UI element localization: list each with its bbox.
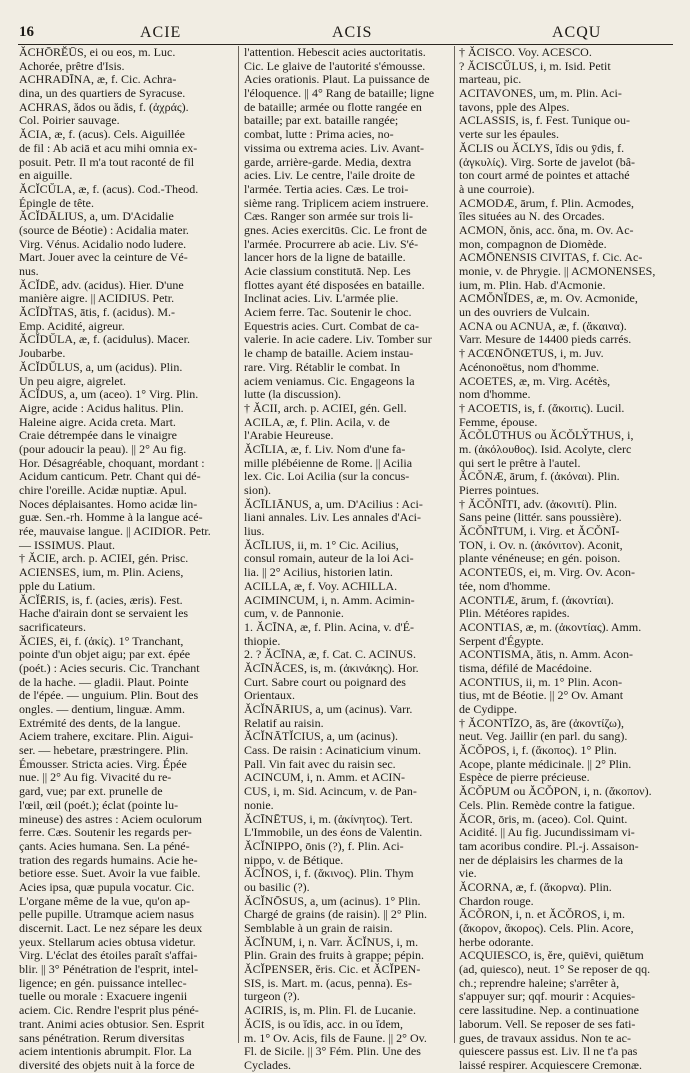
entry-line: Émousser. Stricta acies. Virg. Épée xyxy=(19,756,187,771)
entry-line: Cic. Le glaive de l'autorité s'émousse. xyxy=(244,58,426,73)
entry-line: de fil : Ab aciā et acu mihi omnia ex- xyxy=(19,140,198,155)
entry-line: tisma, défilé de Macédoine. xyxy=(459,660,592,675)
entry-line: ton court armé de pointes et attaché xyxy=(459,168,630,183)
entry-line: Hor. Désagréable, choquant, mordant : xyxy=(19,455,205,470)
entry-line: cere lassitudine. Nep. a continuatione xyxy=(459,1003,639,1018)
entry-line: L'organe même de la vue, qu'on ap- xyxy=(19,893,191,908)
entry-line: ĂCĬDĀLIUS, a, um. D'Acidalie xyxy=(19,209,174,224)
entry-line: consul romain, auteur de la loi Aci- xyxy=(244,551,414,566)
entry-line: ĂCĬDŬLA, æ, f. (acidulus). Macer. xyxy=(19,332,190,347)
entry-line: nonie. xyxy=(244,797,274,812)
entry-line: ACIMINCUM, i, n. Amm. Acimin- xyxy=(244,592,415,607)
entry-line: de la hache. — gladii. Plaut. Pointe xyxy=(19,674,189,689)
entry-line: bataille; par ext. bataille rangée; xyxy=(244,113,399,128)
entry-line: Joubarbe. xyxy=(19,346,66,361)
entry-line: yeux. Stellarum acies obtusa videtur. xyxy=(19,934,196,949)
entry-line: ACHRADĪNA, æ, f. Cic. Achra- xyxy=(19,72,177,87)
entry-line: l'Arabie Heureuse. xyxy=(244,428,334,443)
entry-line: ĂCĪLIUS, ii, m. 1° Cic. Acilius, xyxy=(244,537,399,552)
entry-line: ACMŎNĬDES, æ, m. Ov. Acmonide, xyxy=(459,291,638,306)
entry-line: le champ de bataille. Aciem instau- xyxy=(244,346,414,361)
entry-line: l'armée. Procurrere ab acie. Liv. S'é- xyxy=(244,236,419,251)
entry-line: ner de déplaisirs les charmes de la xyxy=(459,852,623,867)
entry-line: ACILLA, æ, f. Voy. ACHILLA. xyxy=(244,578,398,593)
entry-line: † ĂCII, arch. p. ACIEI, gén. Gell. xyxy=(244,400,407,415)
entry-line: ĂCĬDŬLUS, a, um (acidus). Plin. xyxy=(19,359,183,374)
entry-line: Un peu aigre, aigrelet. xyxy=(19,373,126,388)
entry-line: gnes. Acies exercitūs. Cic. Le front de xyxy=(244,222,427,237)
entry-line: mineuse) des astres : Aciem oculorum xyxy=(19,811,202,826)
entry-line: (poét.) : Acies securis. Cic. Tranchant xyxy=(19,660,200,675)
entry-line: ou basilic (?). xyxy=(244,879,310,894)
entry-line: s'appuyer sur; qqf. mourir : Acquies- xyxy=(459,989,636,1004)
entry-line: † ĂCONTĪZO, ās, āre (ἀκοντίζω), xyxy=(459,715,624,730)
entry-line: aciem intentionis abrumpit. Flor. La xyxy=(19,1044,192,1059)
entry-line: tius, mt de Béotie. || 2° Ov. Amant xyxy=(459,688,624,703)
entry-line: Equestris acies. Curt. Combat de ca- xyxy=(244,318,419,333)
entry-line: l'armée. Tertia acies. Cæs. Le troi- xyxy=(244,181,409,196)
entry-line: ĂCLIS ou ĂCLYS, ĭdis ou ȳdis, f. xyxy=(459,140,625,155)
entry-line: Semblable à un grain de raisin. xyxy=(244,921,393,935)
entry-line: ĂCĬNIPPO, ōnis (?), f. Plin. Aci- xyxy=(244,838,404,853)
entry-line: monie, v. de Phrygie. || ACMONENSES, xyxy=(459,264,656,278)
entry-line: ? ĂCISCŬLUS, i, m. Isid. Petit xyxy=(459,58,611,73)
entry-line: (ἄκορον, ἄκορος). Cels. Plin. Acore, xyxy=(459,921,634,935)
entry-line: Acies orationis. Plaut. La puissance de xyxy=(244,72,430,87)
entry-line: m. 1° Ov. Acis, fils de Faune. || 2° Ov. xyxy=(244,1030,427,1045)
entry-line: Acope, plante médicinale. || 2° Plin. xyxy=(459,756,632,771)
entry-line: Haleine aigre. Acida creta. Mart. xyxy=(19,414,176,429)
entry-line: quiescere passus est. Liv. Il ne t'a pas xyxy=(459,1044,638,1059)
entry-line: vissima ou extrema acies. Liv. Avant- xyxy=(244,140,424,155)
entry-line: ACMŌNENSIS CIVITAS, f. Cic. Ac- xyxy=(459,250,643,265)
entry-line: Aigre, acide : Acidus halitus. Plin. xyxy=(19,400,184,415)
entry-line: ĂCĬCŬLA, æ, f. (acus). Cod.-Theod. xyxy=(19,181,199,196)
entry-line: qui sert le prêtre à l'autel. xyxy=(459,455,581,470)
entry-line: Inclinat acies. Liv. L'armée plie. xyxy=(244,291,399,306)
entry-line: ĂCĪLIĀNUS, a, um. D'Acilius : Aci- xyxy=(244,496,423,511)
entry-line: Mart. Jouer avec la ceinture de Vé- xyxy=(19,250,188,265)
entry-line: flottes ayant été disposées en bataille. xyxy=(244,277,425,292)
entry-line: ĂCĬNUM, i, n. Varr. ĂCĬNUS, i, m. xyxy=(244,934,419,949)
entry-line: Hache d'airain dont se servaient les xyxy=(19,606,189,621)
entry-line: ACOETES, æ, m. Virg. Acétès, xyxy=(459,373,611,388)
entry-line: Pierres pointues. xyxy=(459,483,539,497)
entry-line: marteau, pic. xyxy=(459,72,522,87)
entry-line: cum, v. de Pannonie. xyxy=(244,606,344,621)
entry-line: Plin. Météores rapides. xyxy=(459,606,570,621)
entry-line: de l'épée. — unguium. Plin. Bout des xyxy=(19,688,199,703)
entry-line: aciem. Cic. Rendre l'esprit plus péné- xyxy=(19,1003,199,1018)
entry-line: ĂCĪNĂCES, is, m. (ἀκινάκης). Hor. xyxy=(244,660,419,675)
entry-line: ACIRIS, is, m. Plin. Fl. de Lucanie. xyxy=(244,1003,416,1018)
entry-line: (ἀγκυλίς). Virg. Sorte de javelot (bâ- xyxy=(459,154,636,169)
entry-line: plante vénéneuse; en gén. poison. xyxy=(459,551,621,566)
entry-line: neut. Veg. Jaillir (en parl. du sang). xyxy=(459,729,628,744)
entry-line: blir. || 3° Pénétration de l'esprit, intel- xyxy=(19,962,199,977)
entry-line: Relatif au raisin. xyxy=(244,715,324,730)
entry-line: ACONTIAS, æ, m. (ἀκοντίας). Amm. xyxy=(459,619,642,634)
left-guide-word: ACIE xyxy=(140,24,182,41)
entry-line: de bataille; armée ou flotte rangée en xyxy=(244,99,422,114)
entry-line: ĂCORNA, æ, f. (ἄκορνα). Plin. xyxy=(459,879,612,894)
entry-line: un des ouvriers de Vulcain. xyxy=(459,305,590,320)
entry-line: Col. Poirier sauvage. xyxy=(19,113,120,128)
entry-line: aciem veniamus. Cic. Engageons la xyxy=(244,373,415,388)
entry-line: † ĂCŎNĪTI, adv. (ἀκονιτί). Plin. xyxy=(459,496,617,511)
entry-line: ĂCIA, æ, f. (acus). Cels. Aiguillée xyxy=(19,127,185,142)
entry-line: thiopie. xyxy=(244,633,281,648)
entry-line: gues, de travaux assidus. Non te ac- xyxy=(459,1030,631,1045)
entry-line: † ĂCIE, arch. p. ACIEI, gén. Prisc. xyxy=(19,551,189,566)
entry-line: Aciem trahere, excitare. Plin. Aigui- xyxy=(19,729,194,744)
entry-line: ĂCĬNŌSUS, a, um (acinus). 1° Plin. xyxy=(244,893,421,908)
entry-line: ACONTIÆ, ārum, f. (ἀκοντίαι). xyxy=(459,592,614,607)
entry-line: ferre. Cæs. Soutenir les regards per- xyxy=(19,825,192,840)
entry-line: tam acoribus condire. Pl.-j. Assaison- xyxy=(459,838,639,853)
entry-line: l'éloquence. || 4° Rang de bataille; ligne xyxy=(244,86,435,101)
center-guide-word: ACIS xyxy=(332,24,373,41)
entry-line: † ĂCISCO. Voy. ACESCO. xyxy=(459,45,592,59)
entry-line: chire l'oreille. Acidæ nuptiæ. Apul. xyxy=(19,483,187,497)
entry-line: Épingle de tête. xyxy=(19,195,94,210)
entry-line: liani annales. Liv. Les annales d'Aci- xyxy=(244,510,421,525)
entry-line: Cels. Plin. Remède contre la fatigue. xyxy=(459,797,635,812)
entry-line: ĂCĬDUS, a, um (aceo). 1° Virg. Plin. xyxy=(19,387,199,402)
entry-line: diversité des objets nuit à la force de xyxy=(19,1057,195,1072)
entry-line: de Cydippe. xyxy=(459,702,517,716)
entry-line: ACIENSES, ium, m. Plin. Aciens, xyxy=(19,565,184,580)
entry-line: Extrémité des dents, de la langue. xyxy=(19,715,181,730)
entry-line: Emp. Acidité, aigreur. xyxy=(19,318,125,333)
entry-line: Noces déplaisantes. Homo acidæ lin- xyxy=(19,496,198,511)
entry-line: l'attention. Hebescit acies auctoritatis. xyxy=(244,45,426,59)
entry-line: Virg. L'éclat des étoiles paraît s'affai- xyxy=(19,948,198,963)
right-guide-word: ACQU xyxy=(552,24,602,41)
entry-line: Chargé de grains (de raisin). || 2° Plin. xyxy=(244,907,428,922)
entry-line: ACNA ou ACNUA, æ, f. (ἄκαινα). xyxy=(459,318,627,333)
entry-line: sion). xyxy=(244,483,271,497)
column-divider-1 xyxy=(238,46,239,1043)
column-middle xyxy=(244,45,451,1072)
entry-line: Espèce de pierre précieuse. xyxy=(459,770,590,785)
entry-line: CUS, i, m. Sid. Acincum, v. de Pan- xyxy=(244,784,417,799)
entry-line: ser. — hebetare, præstringere. Plin. xyxy=(19,743,189,758)
entry-line: tée, nom d'homme. xyxy=(459,578,551,593)
entry-line: dina, un des quartiers de Syracuse. xyxy=(19,86,186,101)
entry-line: ACONTEŪS, ei, m. Virg. Ov. Acon- xyxy=(459,565,636,580)
entry-line: ACONTISMA, ătis, n. Amm. Acon- xyxy=(459,647,633,662)
entry-line: † ACOETIS, is, f. (ἄκοιτις). Lucil. xyxy=(459,400,625,415)
entry-line: nippo, v. de Bétique. xyxy=(244,852,344,867)
entry-line: ACHRAS, ădos ou ădis, f. (ἀχράς). xyxy=(19,99,189,114)
entry-line: trant. Animi acies obtusior. Sen. Esprit xyxy=(19,1016,205,1031)
entry-line: sacrificateurs. xyxy=(19,619,86,634)
entry-line: ĂCĬPENSER, ĕris. Cic. et ĂCĬPEN- xyxy=(244,962,421,977)
entry-line: ACINCUM, i, n. Amm. et ACIN- xyxy=(244,770,406,785)
entry-line: Chardon rouge. xyxy=(459,893,534,908)
entry-line: Craie détrempée dans le vinaigre xyxy=(19,428,177,443)
entry-line: Serpent d'Égypte. xyxy=(459,633,544,648)
entry-line: TON, i. Ov. n. (ἀκόνιτον). Aconit, xyxy=(459,537,623,552)
entry-line: ch.; reprendre haleine; s'arrêter à, xyxy=(459,975,620,990)
entry-line: (source de Béotie) : Acidalia mater. xyxy=(19,222,189,237)
entry-line: ĂCĬNĀRIUS, a, um (acinus). Varr. xyxy=(244,702,413,716)
entry-line: ĂCHŌRĔŪS, ei ou eos, m. Luc. xyxy=(19,45,176,59)
entry-line: lia. || 2° Acilius, historien latin. xyxy=(244,565,393,580)
entry-line: (ad, quiesco), neut. 1° Se reposer de qq. xyxy=(459,962,651,977)
entry-line: Virg. Vénus. Acidalio nodo ludere. xyxy=(19,236,187,251)
entry-line: combat, lutte : Prima acies, no- xyxy=(244,127,394,142)
entry-line: lutte (la discussion). xyxy=(244,387,341,402)
entry-line: en aiguille. xyxy=(19,168,73,183)
entry-line: 1. ĂCĪNA, æ, f. Plin. Acina, v. d'É- xyxy=(244,619,415,634)
entry-line: ĂCĪNĒTUS, i, m. (ἀκίνητος). Tert. xyxy=(244,811,413,826)
entry-line: Femme, épouse. xyxy=(459,414,538,429)
entry-line: Pall. Vin fait avec du raisin sec. xyxy=(244,756,396,771)
entry-line: ACQUIESCO, is, ĕre, quiēvi, quiētum xyxy=(459,948,644,963)
entry-line: Varr. Mesure de 14400 pieds carrés. xyxy=(459,332,632,347)
entry-line: ACMON, ŏnis, acc. ŏna, m. Ov. Ac- xyxy=(459,222,634,237)
entry-line: ĂCŎPUM ou ĂCŎPON, i, n. (ἄκοπον). xyxy=(459,784,652,799)
entry-line: ĂCĪLIA, æ, f. Liv. Nom d'une fa- xyxy=(244,441,406,456)
entry-line: ĂCŎRON, i, n. et ĂCŎROS, i, m. xyxy=(459,907,626,922)
entry-line: mon, compagnon de Diomède. xyxy=(459,236,607,251)
entry-line: à une courroie). xyxy=(459,181,535,196)
entry-line: Acidum canticum. Petr. Chant qui dé- xyxy=(19,469,201,484)
entry-line: ĂCIES, ēi, f. (ἀκίς). 1° Tranchant, xyxy=(19,633,184,648)
entry-line: turgeon (?). xyxy=(244,989,300,1004)
entry-line: Cass. De raisin : Acinaticium vinum. xyxy=(244,743,421,758)
entry-line: ACITAVONES, um, m. Plin. Aci- xyxy=(459,86,622,101)
entry-line: L'Immobile, un des éons de Valentin. xyxy=(244,825,423,840)
entry-line: ĂCOR, ōris, m. (aceo). Col. Quint. xyxy=(459,811,628,826)
entry-line: SIS, is. Mart. m. (acus, penna). Es- xyxy=(244,975,412,990)
entry-line: ACONTIUS, ii, m. 1° Plin. Acon- xyxy=(459,674,623,689)
entry-line: † ACŒNŌNŒTUS, i, m. Juv. xyxy=(459,346,604,361)
entry-line: ĂCĬĒRIS, is, f. (acies, æris). Fest. xyxy=(19,592,183,607)
entry-line: lex. Cic. Loi Acilia (sur la concus- xyxy=(244,469,410,484)
entry-line: verte sur les épaules. xyxy=(459,127,559,142)
entry-line: Plin. Grain des fruits à grappe; pépin. xyxy=(244,948,424,963)
entry-line: lius. xyxy=(244,524,265,539)
entry-line: Orientaux. xyxy=(244,688,295,703)
entry-line: ĂCĬDĬTAS, ātis, f. (acidus). M.- xyxy=(19,305,176,320)
entry-line: Achorée, prêtre d'Isis. xyxy=(19,58,125,73)
entry-line: Acie classium constitutā. Nep. Les xyxy=(244,264,411,278)
entry-line: sans pénétration. Rerum diversitas xyxy=(19,1030,185,1045)
entry-line: (pour adoucir la peau). || 2° Au fig. xyxy=(19,441,187,456)
entry-line: ĂCŎLŪTHUS ou ĂCŎLY̆THUS, i, xyxy=(459,428,634,443)
entry-line: laborum. Vell. Se reposer de ses fati- xyxy=(459,1016,636,1031)
entry-line: valerie. In acie cadere. Liv. Tomber sur xyxy=(244,332,432,347)
entry-line: ACILA, æ, f. Plin. Acila, v. de xyxy=(244,414,390,429)
entry-line: pelle pupille. Utramque aciem nasus xyxy=(19,907,194,922)
entry-line: ACMODÆ, ārum, f. Plin. Acmodes, xyxy=(459,195,634,210)
entry-line: nue. || 2° Au fig. Vivacité du re- xyxy=(19,770,172,785)
entry-line: garde, arrière-garde. Media, dextra xyxy=(244,154,412,169)
entry-line: Aciem ferre. Tac. Soutenir le choc. xyxy=(244,305,412,320)
entry-line: ongles. — dentium, linguæ. Amm. xyxy=(19,702,186,716)
entry-line: îles situées au N. des Orcades. xyxy=(459,209,605,224)
entry-line: nus. xyxy=(19,264,39,278)
entry-line: — ISSIMUS. Plaut. xyxy=(19,537,116,552)
entry-line: lancer hors de la ligne de bataille. xyxy=(244,250,406,265)
entry-line: tration des regards humains. Acie he- xyxy=(19,852,198,867)
entry-line: Fl. de Sicile. || 3° Fém. Plin. Une des xyxy=(244,1044,421,1059)
entry-line: nom d'homme. xyxy=(459,387,531,402)
entry-line: l'œil, œil (poét.); éclat (pointe lu- xyxy=(19,797,179,812)
entry-line: m. (ἀκόλουθος). Isid. Acolyte, clerc xyxy=(459,441,632,456)
entry-line: Acidité. || Au fig. Jucundissimam vi- xyxy=(459,825,635,840)
column-left xyxy=(19,45,233,1072)
entry-line: discernit. Lact. Le nez sépare les deux xyxy=(19,921,203,935)
entry-line: posuit. Petr. Il m'a tout raconté de fil xyxy=(19,154,195,169)
entry-line: Acies ipsa, quæ pupula vocatur. Cic. xyxy=(19,879,195,894)
entry-line: çants. Acies humana. Sen. La péné- xyxy=(19,838,190,853)
entry-line: ĂCIS, is ou ĭdis, acc. in ou ĭdem, xyxy=(244,1016,403,1031)
entry-line: vie. xyxy=(459,866,477,881)
entry-line: rée, mauvaise langue. || ACIDIOR. Petr. xyxy=(19,524,211,539)
entry-line: tavons, pple des Alpes. xyxy=(459,99,570,114)
entry-line: mille plébéienne de Rome. || Acilia xyxy=(244,455,413,470)
entry-line: ĂCŎNÆ, ārum, f. (ἀκόναι). Plin. xyxy=(459,469,620,484)
entry-line: Sans peine (littér. sans poussière). xyxy=(459,510,622,525)
column-divider-2 xyxy=(454,46,455,1043)
entry-line: betiore esse. Suet. Avoir la vue faible. xyxy=(19,866,201,881)
column-right xyxy=(459,45,671,1072)
page-number: 16 xyxy=(19,24,34,40)
entry-line: laissé respirer. Acquiescere Cremonæ. xyxy=(459,1057,642,1072)
entry-line: rare. Virg. Rétablir le combat. In xyxy=(244,359,401,374)
entry-line: ĂCĬDĒ, adv. (acidus). Hier. D'une xyxy=(19,277,184,292)
entry-line: ium, m. Plin. Hab. d'Acmonie. xyxy=(459,277,606,292)
entry-line: ĂCŎNĪTUM, i. Virg. et ĂCŎNĪ- xyxy=(459,524,620,539)
entry-line: Curt. Sabre court ou poignard des xyxy=(244,674,406,689)
entry-line: ĂCŎPOS, i, f. (ἄκοπος). 1° Plin. xyxy=(459,743,617,758)
entry-line: ĂCĬNĀTĬCIUS, a, um (acinus). xyxy=(244,729,398,744)
entry-line: herbe odorante. xyxy=(459,934,534,949)
entry-line: gard, vue; par ext. prunelle de xyxy=(19,784,163,799)
entry-line: ACLASSIS, is, f. Fest. Tunique ou- xyxy=(459,113,631,128)
entry-line: pointe d'un objet aigu; par ext. épée xyxy=(19,647,191,662)
entry-line: Acénonoëtus, nom d'homme. xyxy=(459,359,600,374)
entry-line: Cæs. Ranger son armée sur trois li- xyxy=(244,209,413,224)
entry-line: pple du Latium. xyxy=(19,578,96,593)
entry-line: ĂCĬNOS, i, f. (ἄκινος). Plin. Thym xyxy=(244,866,414,881)
entry-line: acies. Liv. Le centre, l'aile droite de xyxy=(244,168,415,183)
entry-line: 2. ? ĂCĪNA, æ, f. Cat. C. ACINUS. xyxy=(244,647,417,662)
entry-line: guæ. Sen.-rh. Homme à la langue acé- xyxy=(19,510,203,525)
entry-line: manière aigre. || ACIDIUS. Petr. xyxy=(19,291,175,306)
entry-line: sième rang. Triplicem aciem instruere. xyxy=(244,195,429,210)
entry-line: tuelle ou morale : Exacuere ingenii xyxy=(19,989,188,1004)
entry-line: Cyclades. xyxy=(244,1057,291,1072)
entry-line: ligence; en gén. puissance intellec- xyxy=(19,975,187,990)
